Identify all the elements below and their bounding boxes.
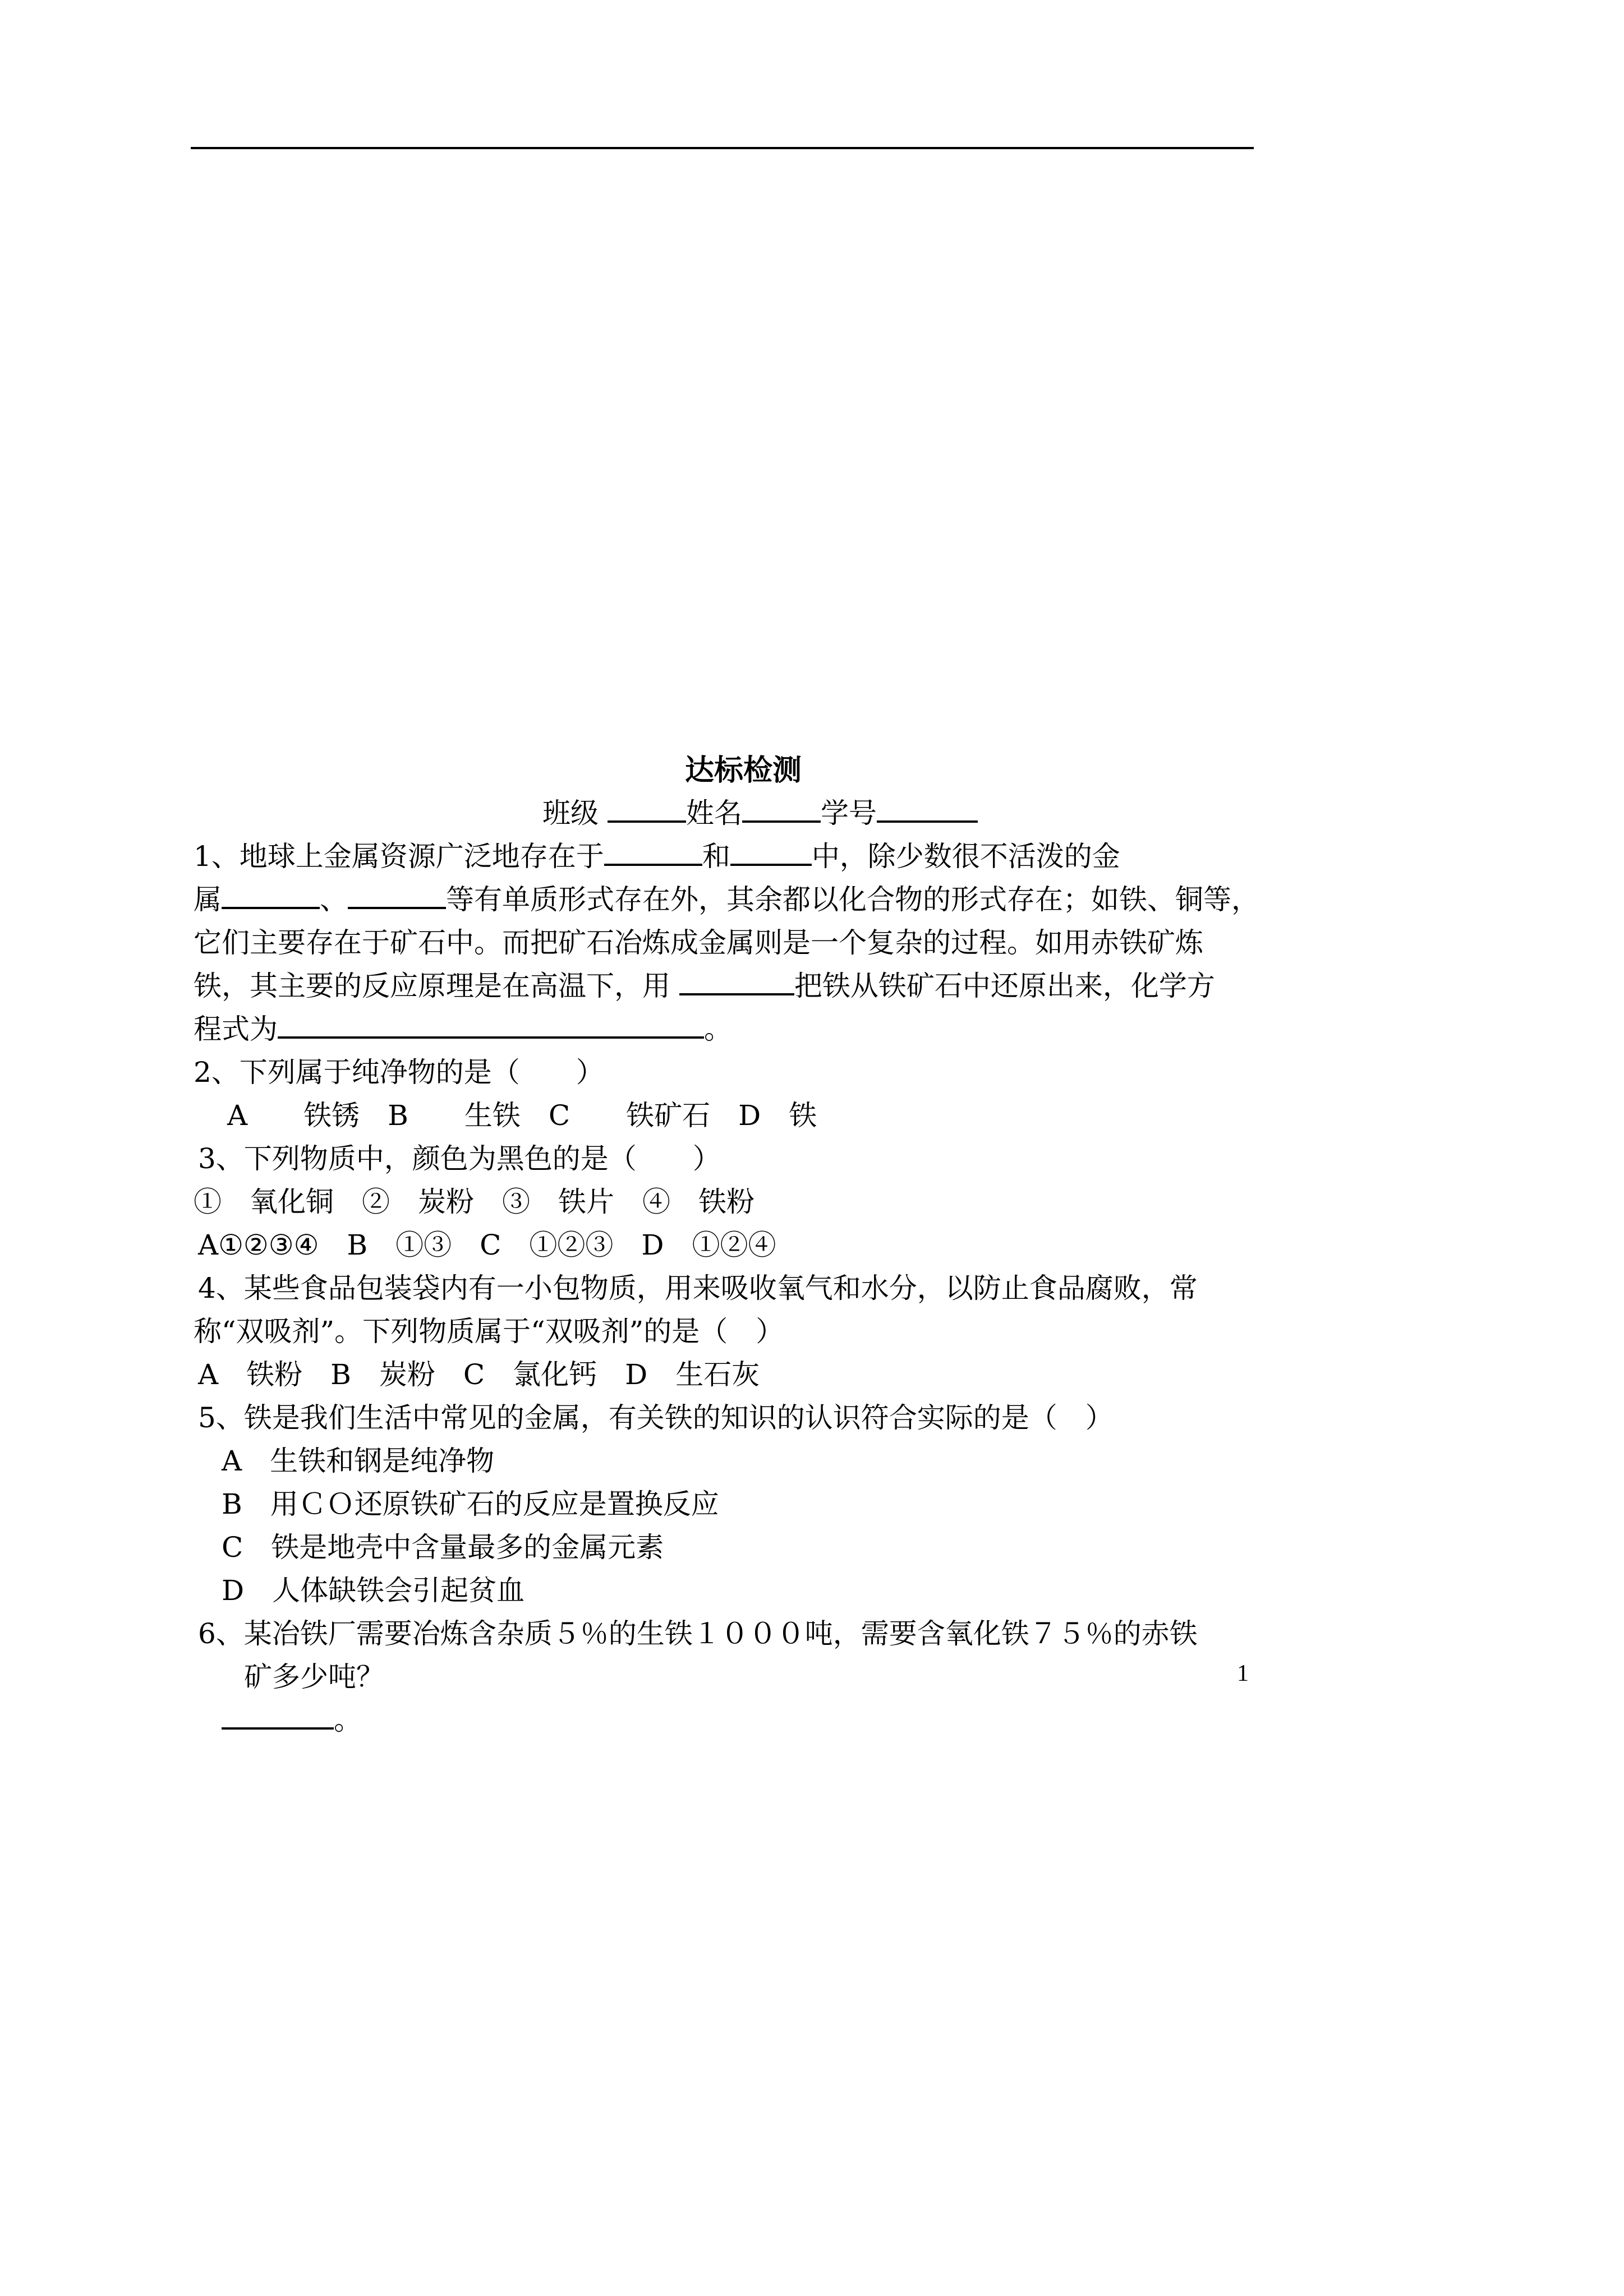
question-4	[194, 1267, 1259, 1396]
q3-item-1: ① 氧化铜	[194, 1186, 334, 1218]
worksheet-title: 达标检测	[684, 753, 802, 787]
page-number: 1	[1237, 1661, 1249, 1686]
q1-text-3: 中，除少数很不活泼的金	[811, 840, 1120, 873]
question-1	[194, 835, 1259, 1051]
question-6	[194, 1612, 1259, 1742]
q3-option-b[interactable]: B ①③	[347, 1229, 452, 1261]
q1-equation-blank[interactable]	[278, 1008, 704, 1039]
q1-blank-2[interactable]	[730, 836, 812, 866]
q6-stem-1: 6、某冶铁厂需要冶炼含杂质５％的生铁１０００吨，需要含氧化铁７５％的赤铁	[198, 1617, 1198, 1650]
q5-option-a[interactable]: A 生铁和钢是纯净物	[222, 1445, 495, 1477]
q2-options	[194, 1094, 1259, 1137]
question-3	[194, 1137, 1259, 1267]
class-blank[interactable]	[608, 792, 686, 823]
q6-stem-2: 矿多少吨？	[244, 1661, 384, 1693]
q1-text-4: 属	[194, 883, 222, 916]
q2-option-d[interactable]: D 铁	[738, 1099, 817, 1132]
q1-text-10: 程式为	[194, 1013, 278, 1045]
id-blank[interactable]	[877, 792, 978, 823]
q1-text-1: 1、地球上金属资源广泛地存在于	[194, 840, 604, 873]
q4-stem-1: 4、某些食品包装袋内有一小包物质，用来吸收氧气和水分，以防止食品腐败，常	[198, 1272, 1198, 1304]
q3-option-c[interactable]: C ①②③	[480, 1229, 614, 1261]
q2-stem: 2、下列属于纯净物的是（ ）	[194, 1056, 604, 1089]
name-blank[interactable]	[742, 792, 821, 823]
q1-blank-5[interactable]	[679, 965, 794, 995]
class-label: 班级	[542, 797, 599, 829]
q6-answer-line	[194, 1699, 1259, 1742]
q5-option-b[interactable]: B 用ＣＯ还原铁矿石的反应是置换反应	[222, 1488, 719, 1520]
q4-option-a[interactable]: A 铁粉	[198, 1358, 303, 1391]
q3-item-2: ② 炭粉	[362, 1186, 474, 1218]
q1-text-7: 它们主要存在于矿石中。而把矿石冶炼成金属则是一个复杂的过程。如用赤铁矿炼	[194, 926, 1203, 959]
q3-option-a[interactable]: A①②③④	[198, 1229, 319, 1261]
id-label: 学号	[820, 797, 877, 829]
question-5	[194, 1396, 1259, 1612]
q3-items	[194, 1181, 1259, 1224]
q1-text-9: 把铁从铁矿石中还原出来，化学方	[794, 970, 1215, 1002]
q4-option-c[interactable]: C 氯化钙	[463, 1358, 597, 1391]
q6-tail: 。	[334, 1704, 362, 1736]
q1-text-6: 等有单质形式存在外，其余都以化合物的形式存在；如铁、铜等，	[446, 883, 1259, 916]
q1-blank-4[interactable]	[348, 879, 446, 909]
q3-option-d[interactable]: D ①②④	[641, 1229, 776, 1261]
q1-text-8: 铁，其主要的反应原理是在高温下，用	[194, 970, 670, 1002]
q1-blank-1[interactable]	[604, 836, 702, 866]
q4-option-b[interactable]: B 炭粉	[330, 1358, 435, 1391]
q2-option-b[interactable]: B 生铁	[388, 1099, 521, 1132]
q3-item-4: ④ 铁粉	[642, 1186, 755, 1218]
q5-option-c[interactable]: C 铁是地壳中含量最多的金属元素	[222, 1531, 664, 1564]
worksheet-content	[194, 749, 1259, 1742]
q1-text-5: 、	[320, 883, 348, 916]
q3-item-3: ③ 铁片	[502, 1186, 614, 1218]
header-rule	[191, 147, 1254, 149]
q2-option-c[interactable]: C 铁矿石	[548, 1099, 711, 1132]
q5-stem: 5、铁是我们生活中常见的金属，有关铁的知识的认识符合实际的是（ ）	[198, 1401, 1114, 1434]
q6-answer-blank[interactable]	[222, 1699, 334, 1730]
q1-text-11: 。	[704, 1013, 732, 1045]
name-label: 姓名	[686, 797, 742, 829]
q4-option-d[interactable]: D 生石灰	[625, 1358, 760, 1391]
q3-stem: 3、下列物质中，颜色为黑色的是（ ）	[198, 1142, 721, 1175]
q2-option-a[interactable]: A 铁锈	[227, 1099, 360, 1132]
student-info-line	[261, 792, 1259, 835]
question-2	[194, 1051, 1259, 1137]
q4-stem-2: 称“双吸剂”。下列物质属于“双吸剂”的是（ ）	[194, 1315, 784, 1348]
q1-blank-3[interactable]	[222, 879, 320, 909]
q4-options	[194, 1353, 1259, 1396]
q1-text-2: 和	[702, 840, 730, 873]
q5-option-d[interactable]: D 人体缺铁会引起贫血	[222, 1574, 525, 1607]
q3-options	[194, 1224, 1259, 1267]
